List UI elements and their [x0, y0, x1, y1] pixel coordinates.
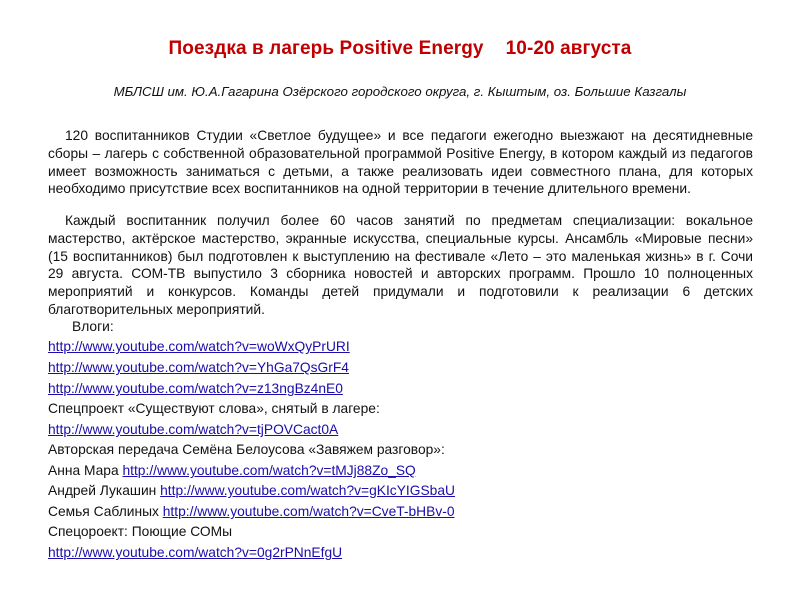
- show-entry-link-3[interactable]: http://www.youtube.com/watch?v=CveT-bHBv-0: [162, 504, 455, 519]
- show-entry-name: Андрей Лукашин: [48, 483, 157, 498]
- paragraph-intro: 120 воспитанников Студии «Светлое будущее» и все педагоги ежегодно выезжают на десятидневные сборы – лагерь с собственной образовательной программой Positive Energy, в котором каждый из педагогов имеет возможность заниматься с детьми, а также реализовать идеи совместного плана, для которых необходимо присутствие всех воспитанников на одной территории в течение длительного времени.: [48, 128, 753, 197]
- vlog-link-1[interactable]: http://www.youtube.com/watch?v=woWxQyPrURI: [48, 339, 350, 354]
- show-entry-link-2[interactable]: http://www.youtube.com/watch?v=gKIcYIGSbaU: [160, 483, 455, 498]
- paragraph-results: Каждый воспитанник получил более 60 часов занятий по предметам специализации: вокальное мастерство, актёрское мастерство, экранные искусства, специальные курсы. Ансамбль «Мировые песни» (15 воспитанников) был подготовлен к выступлению на фестивале «Лето – это маленькая жизнь» в г. Сочи 29 августа. СОМ-ТВ выпустило 3 сборника новостей и авторских программ. Прошло 10 полноценных мероприятий и конкурсов. Команды детей придумали и подготовили к реализации 6 детских благотворительных мероприятий.: [48, 213, 753, 317]
- vlog-link-2[interactable]: http://www.youtube.com/watch?v=YhGa7QsGrF4: [48, 360, 349, 375]
- subtitle: МБЛСШ им. Ю.А.Гагарина Озёрского городского округа, г. Кыштым, оз. Большие Казгалы: [113, 84, 687, 99]
- show-entry-2: [48, 482, 455, 500]
- show-entry-name: Анна Мара: [48, 463, 119, 478]
- title-text: Поездка в лагерь Positive Energy: [168, 38, 484, 59]
- show-entry-1: [48, 462, 416, 480]
- vlogs-label: Влоги:: [72, 319, 114, 334]
- special-project-label: Спецпроект «Существуют слова», снятый в лагере:: [48, 401, 380, 416]
- title-dates: 10-20 августа: [505, 38, 632, 59]
- page-title: [0, 38, 800, 60]
- special-project-2-link[interactable]: http://www.youtube.com/watch?v=0g2rPNnEfgU: [48, 545, 343, 560]
- show-entry-name: Семья Саблиных: [48, 504, 159, 519]
- show-entry-3: [48, 503, 455, 521]
- vlog-link-3[interactable]: http://www.youtube.com/watch?v=z13ngBz4nE0: [48, 381, 343, 396]
- special-project-2-label: Спецороект: Поющие СОМы: [48, 524, 233, 539]
- show-entry-link-1[interactable]: http://www.youtube.com/watch?v=tMJj88Zo_SQ: [122, 463, 416, 478]
- special-project-link[interactable]: http://www.youtube.com/watch?v=tjPOVCact0A: [48, 422, 339, 437]
- show-label: Авторская передача Семёна Белоусова «Завяжем разговор»:: [48, 442, 445, 457]
